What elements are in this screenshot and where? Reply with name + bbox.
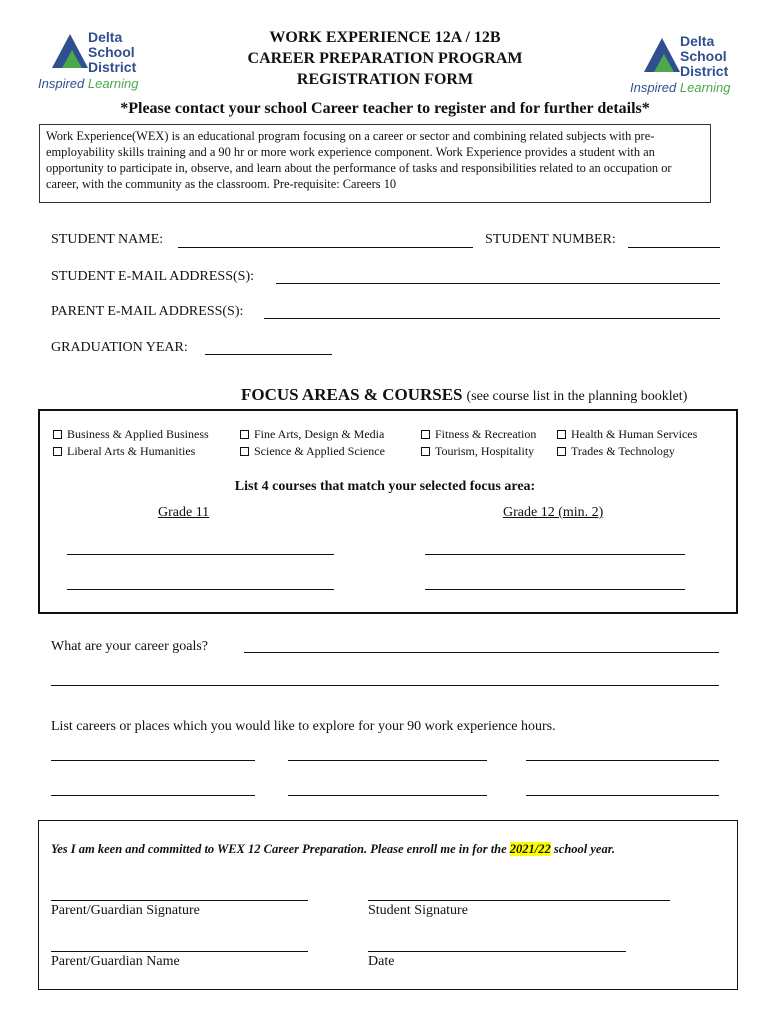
- logo-tagline: Inspired Learning: [630, 80, 731, 95]
- parent-name-label: Parent/Guardian Name: [51, 954, 180, 969]
- form-title: WORK EXPERIENCE 12A / 12B CAREER PREPARATION PROGRAM REGISTRATION FORM: [247, 29, 523, 88]
- checkbox-fitness[interactable]: Fitness & Recreation: [421, 427, 536, 442]
- graduation-year-field[interactable]: [205, 354, 332, 355]
- commitment-statement: Yes I am keen and committed to WEX 12 Career Preparation. Please enroll me in for the 2021/22 school year.: [51, 842, 616, 856]
- checkbox-icon[interactable]: [240, 447, 249, 456]
- logo-text: Delta: [88, 29, 123, 45]
- checkbox-liberal-arts[interactable]: Liberal Arts & Humanities: [53, 444, 195, 459]
- explore-field[interactable]: [526, 795, 719, 796]
- career-goals-label: What are your career goals?: [51, 639, 209, 654]
- date-field[interactable]: [368, 951, 626, 952]
- logo-text: School: [680, 48, 727, 64]
- grade-11-heading: Grade 11: [158, 505, 210, 520]
- logo-text: Delta: [680, 33, 715, 49]
- parent-email-label: PARENT E-MAIL ADDRESS(S):: [51, 304, 244, 319]
- checkbox-icon[interactable]: [557, 430, 566, 439]
- logo-left: [38, 28, 168, 98]
- school-year-highlight: 2021/22: [509, 842, 551, 856]
- parent-name-field[interactable]: [51, 951, 308, 952]
- explore-prompt: List careers or places which you would like to explore for your 90 work experience hours.: [51, 719, 556, 734]
- student-signature-field[interactable]: [368, 900, 670, 901]
- explore-field[interactable]: [526, 760, 719, 761]
- checkbox-icon[interactable]: [53, 430, 62, 439]
- graduation-year-label: GRADUATION YEAR:: [51, 340, 188, 355]
- logo-text: School: [88, 44, 135, 60]
- parent-signature-label: Parent/Guardian Signature: [51, 903, 200, 918]
- checkbox-business[interactable]: Business & Applied Business: [53, 427, 209, 442]
- logo-right: [630, 32, 760, 102]
- logo-tagline: Inspired Learning: [38, 76, 139, 91]
- logo-text: District: [680, 63, 729, 79]
- student-signature-label: Student Signature: [368, 903, 468, 918]
- checkbox-trades[interactable]: Trades & Technology: [557, 444, 675, 459]
- focus-areas-heading: FOCUS AREAS & COURSES (see course list in the planning booklet): [241, 385, 688, 404]
- courses-instruction: List 4 courses that match your selected focus area:: [234, 479, 536, 494]
- explore-field[interactable]: [51, 795, 255, 796]
- student-number-label: STUDENT NUMBER:: [485, 232, 616, 247]
- grade-11-course-field[interactable]: [67, 554, 334, 555]
- career-goals-field[interactable]: [51, 685, 719, 686]
- checkbox-fine-arts[interactable]: Fine Arts, Design & Media: [240, 427, 384, 442]
- explore-field[interactable]: [288, 795, 487, 796]
- student-name-field[interactable]: [178, 247, 473, 248]
- checkbox-icon[interactable]: [421, 430, 430, 439]
- logo-text: District: [88, 59, 137, 75]
- career-goals-field[interactable]: [244, 652, 719, 653]
- student-name-label: STUDENT NAME:: [51, 232, 164, 247]
- checkbox-icon[interactable]: [240, 430, 249, 439]
- grade-12-course-field[interactable]: [425, 589, 685, 590]
- checkbox-icon[interactable]: [53, 447, 62, 456]
- date-label: Date: [368, 954, 395, 969]
- grade-12-heading: Grade 12 (min. 2): [503, 505, 604, 520]
- student-number-field[interactable]: [628, 247, 720, 248]
- checkbox-icon[interactable]: [421, 447, 430, 456]
- contact-note: *Please contact your school Career teacher to register and for further details*: [120, 100, 650, 117]
- logo-leaf-icon: [654, 54, 674, 72]
- checkbox-tourism[interactable]: Tourism, Hospitality: [421, 444, 534, 459]
- checkbox-science[interactable]: Science & Applied Science: [240, 444, 385, 459]
- checkbox-health[interactable]: Health & Human Services: [557, 427, 697, 442]
- parent-email-field[interactable]: [264, 318, 720, 319]
- student-email-field[interactable]: [276, 283, 720, 284]
- program-description: Work Experience(WEX) is an educational program focusing on a career or sector and combining related subjects with pre-employability skills training and a 90 hr or more work experience component. Work Experience provides a student with an opportunity to participate in, observe, and learn about the performance of tasks and responsibilities related to an occupation or career, with the community as the classroom. Pre-requisite: Careers 10: [39, 124, 711, 203]
- logo-leaf-icon: [62, 50, 82, 68]
- grade-12-course-field[interactable]: [425, 554, 685, 555]
- checkbox-icon[interactable]: [557, 447, 566, 456]
- grade-11-course-field[interactable]: [67, 589, 334, 590]
- parent-signature-field[interactable]: [51, 900, 308, 901]
- explore-field[interactable]: [51, 760, 255, 761]
- student-email-label: STUDENT E-MAIL ADDRESS(S):: [51, 269, 255, 284]
- explore-field[interactable]: [288, 760, 487, 761]
